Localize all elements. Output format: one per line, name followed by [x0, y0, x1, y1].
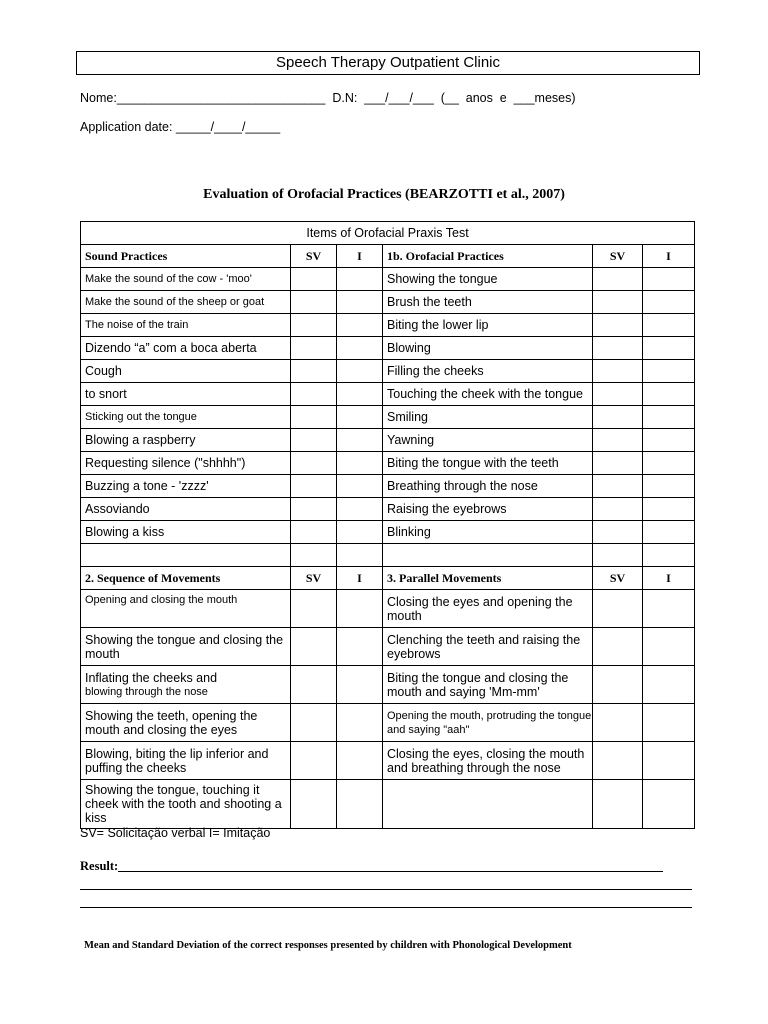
empty-cell [81, 544, 291, 567]
item-cell: Biting the tongue with the teeth [383, 452, 593, 475]
sv-score-cell[interactable] [593, 628, 643, 666]
i-score-cell[interactable] [337, 590, 383, 628]
evaluation-title: Evaluation of Orofacial Practices (BEARZOTTI et al., 2007) [203, 187, 565, 202]
sv-score-cell[interactable] [593, 291, 643, 314]
empty-cell [337, 544, 383, 567]
table-row [81, 383, 695, 406]
sv-score-cell[interactable] [291, 383, 337, 406]
table-row [81, 268, 695, 291]
item-cell: Showing the tongue, touching it cheek with the tooth and shooting a kiss [81, 780, 291, 829]
item-cell: to snort [81, 383, 291, 406]
table-row [81, 406, 695, 429]
i-score-cell[interactable] [643, 742, 695, 780]
sv-score-cell[interactable] [291, 429, 337, 452]
sv-score-cell[interactable] [593, 429, 643, 452]
i-score-cell[interactable] [643, 498, 695, 521]
empty-cell [291, 544, 337, 567]
item-cell: Cough [81, 360, 291, 383]
i-score-cell[interactable] [337, 475, 383, 498]
sv-score-cell[interactable] [291, 475, 337, 498]
item-cell: Blowing a kiss [81, 521, 291, 544]
result-line[interactable] [80, 907, 692, 908]
i-score-cell[interactable] [643, 452, 695, 475]
orofacial-practices-header: 1b. Orofacial Practices [383, 245, 593, 268]
result-label: Result: [80, 859, 119, 873]
sv-score-cell[interactable] [593, 337, 643, 360]
table-row [81, 314, 695, 337]
item-cell [81, 666, 291, 704]
item-cell: Showing the tongue [383, 268, 593, 291]
table-row [81, 780, 695, 829]
item-cell: Raising the eyebrows [383, 498, 593, 521]
i-column-header: I [643, 567, 695, 590]
item-cell: Assoviando [81, 498, 291, 521]
sv-column-header: SV [593, 245, 643, 268]
item-cell: Biting the lower lip [383, 314, 593, 337]
i-score-cell[interactable] [337, 628, 383, 666]
sv-score-cell[interactable] [593, 742, 643, 780]
item-cell: Touching the cheek with the tongue [383, 383, 593, 406]
item-cell: The noise of the train [81, 314, 291, 337]
sv-column-header: SV [593, 567, 643, 590]
table-row [81, 521, 695, 544]
i-score-cell[interactable] [643, 429, 695, 452]
table-row [81, 666, 695, 704]
sv-score-cell[interactable] [291, 360, 337, 383]
item-cell: Showing the teeth, opening the mouth and closing the eyes [81, 704, 291, 742]
sv-score-cell[interactable] [593, 406, 643, 429]
i-score-cell[interactable] [337, 521, 383, 544]
i-column-header: I [337, 567, 383, 590]
i-score-cell[interactable] [643, 337, 695, 360]
item-cell: Closing the eyes and opening the mouth [383, 590, 593, 628]
sv-column-header: SV [291, 245, 337, 268]
empty-cell [383, 544, 593, 567]
i-score-cell[interactable] [337, 666, 383, 704]
sv-score-cell[interactable] [593, 666, 643, 704]
i-score-cell[interactable] [337, 268, 383, 291]
item-cell: Opening and closing the mouth [81, 590, 291, 628]
item-cell: Smiling [383, 406, 593, 429]
application-date-line: Application date: _____/____/_____ [80, 120, 281, 134]
sv-score-cell[interactable] [291, 337, 337, 360]
sv-score-cell[interactable] [593, 268, 643, 291]
sv-score-cell[interactable] [291, 406, 337, 429]
sv-score-cell[interactable] [291, 742, 337, 780]
item-cell: Showing the tongue and closing the mouth [81, 628, 291, 666]
item-cell: Opening the mouth, protruding the tongue and saying "aah" [383, 704, 593, 742]
sv-score-cell[interactable] [593, 314, 643, 337]
sound-practices-header: Sound Practices [81, 245, 291, 268]
i-score-cell[interactable] [337, 360, 383, 383]
i-score-cell[interactable] [337, 337, 383, 360]
i-score-cell[interactable] [643, 406, 695, 429]
sv-column-header: SV [291, 567, 337, 590]
table-row [81, 742, 695, 780]
clinic-title: Speech Therapy Outpatient Clinic [76, 51, 700, 75]
i-score-cell[interactable] [643, 628, 695, 666]
sv-score-cell[interactable] [291, 628, 337, 666]
sv-score-cell[interactable] [593, 780, 643, 829]
item-text-line: blowing through the nose [85, 685, 208, 698]
item-cell [383, 780, 593, 829]
i-score-cell[interactable] [643, 475, 695, 498]
table-row [81, 452, 695, 475]
sv-score-cell[interactable] [291, 291, 337, 314]
i-score-cell[interactable] [337, 406, 383, 429]
i-column-header: I [337, 245, 383, 268]
i-score-cell[interactable] [337, 383, 383, 406]
i-score-cell[interactable] [643, 383, 695, 406]
i-score-cell[interactable] [643, 291, 695, 314]
i-score-cell[interactable] [643, 590, 695, 628]
table-row [81, 498, 695, 521]
sv-score-cell[interactable] [291, 666, 337, 704]
item-cell: Brush the teeth [383, 291, 593, 314]
item-cell: Blowing, biting the lip inferior and puffing the cheeks [81, 742, 291, 780]
table-row [81, 704, 695, 742]
item-cell: Sticking out the tongue [81, 406, 291, 429]
table-row [81, 475, 695, 498]
legend-note: SV= Solicitação verbal I= Imitação [80, 826, 271, 840]
item-cell: Breathing through the nose [383, 475, 593, 498]
patient-name-line: Nome:______________________________ D.N: ___/___/___ (__ anos e ___meses) [80, 91, 576, 105]
item-cell: Make the sound of the cow - 'moo' [81, 268, 291, 291]
sv-score-cell[interactable] [291, 590, 337, 628]
item-text-line: Inflating the cheeks and [85, 670, 218, 685]
sv-score-cell[interactable] [291, 780, 337, 829]
i-score-cell[interactable] [337, 429, 383, 452]
sv-score-cell[interactable] [593, 590, 643, 628]
sv-score-cell[interactable] [593, 521, 643, 544]
i-score-cell[interactable] [337, 742, 383, 780]
i-score-cell[interactable] [337, 452, 383, 475]
item-cell: Blowing [383, 337, 593, 360]
item-cell: Blinking [383, 521, 593, 544]
i-score-cell[interactable] [643, 268, 695, 291]
empty-row [81, 544, 695, 567]
item-cell: Dizendo “a” com a boca aberta [81, 337, 291, 360]
sv-score-cell[interactable] [291, 521, 337, 544]
empty-cell [643, 544, 695, 567]
sv-score-cell[interactable] [291, 498, 337, 521]
table-row [81, 429, 695, 452]
sv-score-cell[interactable] [291, 314, 337, 337]
parallel-movements-header: 3. Parallel Movements [383, 567, 593, 590]
item-cell: Buzzing a tone - 'zzzz' [81, 475, 291, 498]
i-score-cell[interactable] [337, 498, 383, 521]
table-row [81, 590, 695, 628]
sv-score-cell[interactable] [291, 268, 337, 291]
i-score-cell[interactable] [337, 314, 383, 337]
i-score-cell[interactable] [643, 360, 695, 383]
table-row [81, 360, 695, 383]
sv-score-cell[interactable] [593, 475, 643, 498]
item-cell: Requesting silence ("shhhh") [81, 452, 291, 475]
i-score-cell[interactable] [643, 704, 695, 742]
i-score-cell[interactable] [337, 291, 383, 314]
result-line[interactable] [80, 889, 692, 890]
sequence-of-movements-header: 2. Sequence of Movements [81, 567, 291, 590]
table-caption: Items of Orofacial Praxis Test [81, 222, 695, 245]
item-cell: Yawning [383, 429, 593, 452]
sv-score-cell[interactable] [291, 704, 337, 742]
i-score-cell[interactable] [643, 666, 695, 704]
sv-score-cell[interactable] [291, 452, 337, 475]
table-row [81, 337, 695, 360]
sv-score-cell[interactable] [593, 360, 643, 383]
item-cell: Filling the cheeks [383, 360, 593, 383]
table-row [81, 628, 695, 666]
item-cell: Make the sound of the sheep or goat [81, 291, 291, 314]
result-line[interactable] [118, 871, 663, 872]
item-cell: Clenching the teeth and raising the eyebrows [383, 628, 593, 666]
praxis-test-table [80, 221, 695, 829]
i-column-header: I [643, 245, 695, 268]
sv-score-cell[interactable] [593, 498, 643, 521]
i-score-cell[interactable] [337, 704, 383, 742]
item-cell: Blowing a raspberry [81, 429, 291, 452]
footer-note: Mean and Standard Deviation of the correct responses presented by children with Phonological Development [84, 940, 572, 951]
i-score-cell[interactable] [643, 521, 695, 544]
item-cell: Biting the tongue and closing the mouth and saying 'Mm-mm' [383, 666, 593, 704]
sv-score-cell[interactable] [593, 704, 643, 742]
i-score-cell[interactable] [643, 314, 695, 337]
sv-score-cell[interactable] [593, 383, 643, 406]
i-score-cell[interactable] [337, 780, 383, 829]
empty-cell [593, 544, 643, 567]
item-cell: Closing the eyes, closing the mouth and breathing through the nose [383, 742, 593, 780]
i-score-cell[interactable] [643, 780, 695, 829]
table-row [81, 291, 695, 314]
sv-score-cell[interactable] [593, 452, 643, 475]
